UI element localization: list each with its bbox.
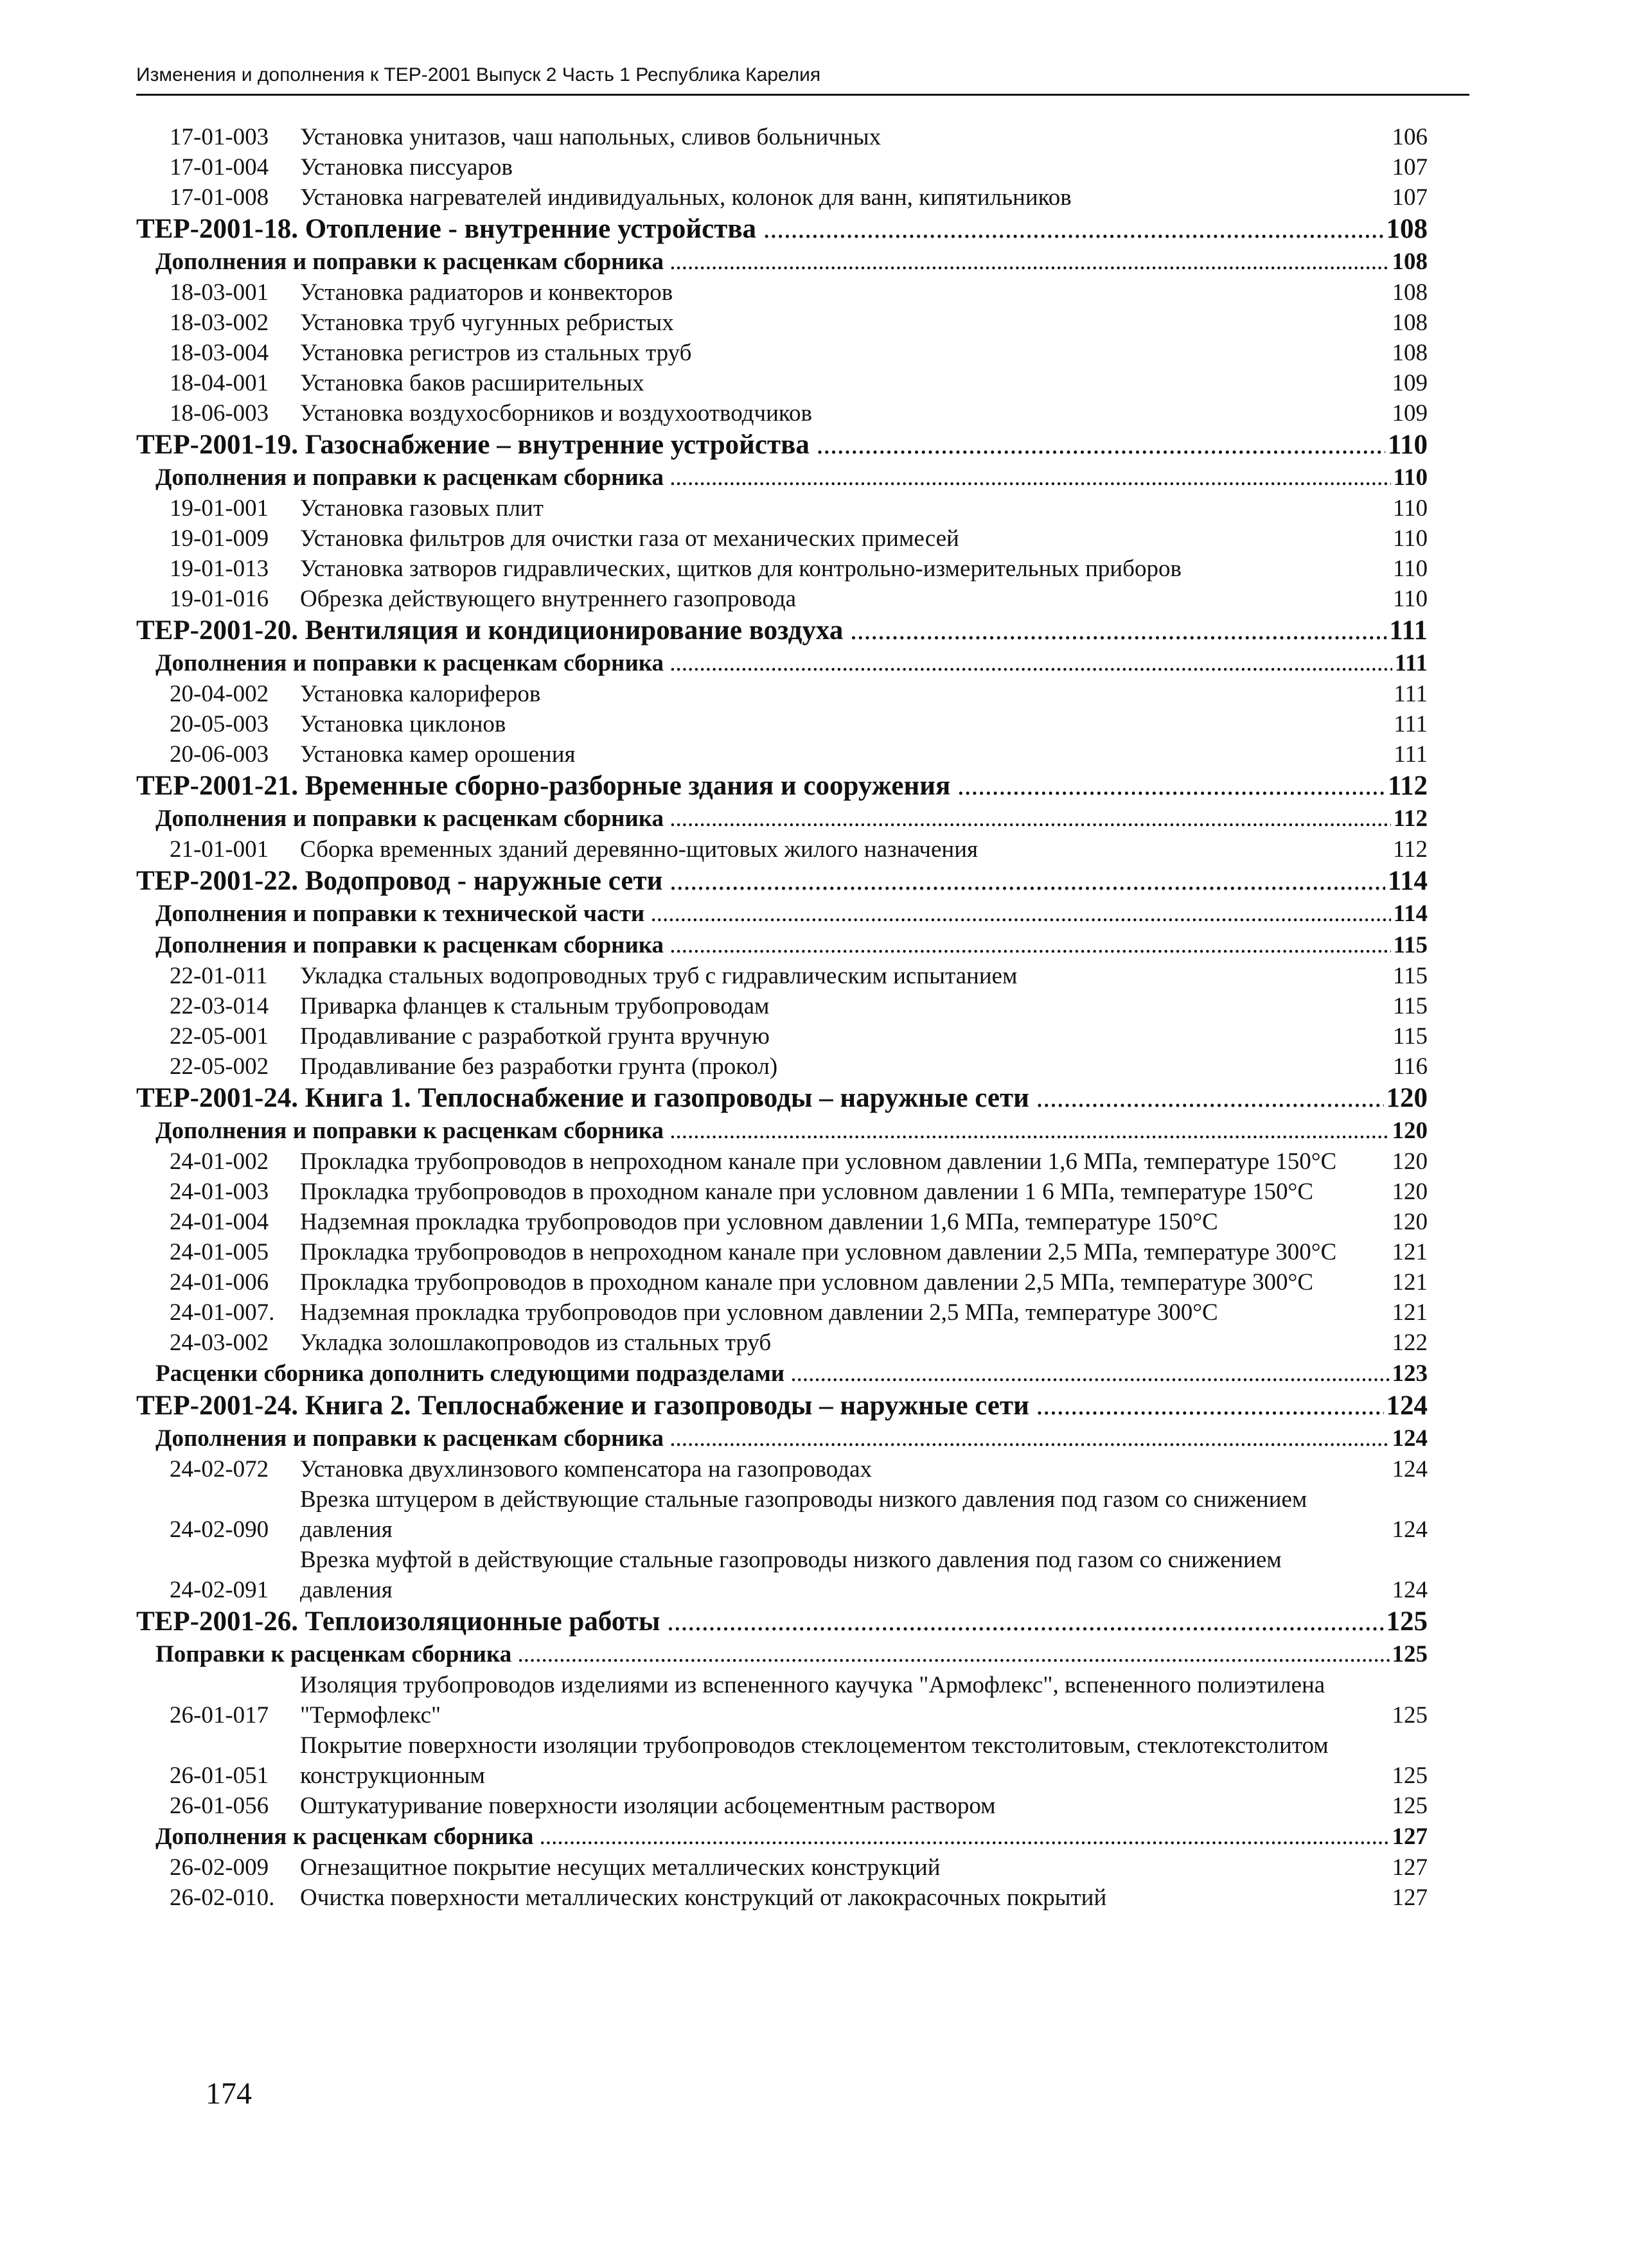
toc-entry-title: Дополнения и поправки к расценкам сборника ..... [155,929,1391,961]
toc-entry-title: Установка нагревателей индивидуальных, колонок для ванн, кипятильников [300,184,1072,211]
toc-entry-title: ТЕР-2001-21. Временные сборно-разборные здания и сооружения ..... [136,769,1385,803]
toc-entry-title: Установка баков расширительных [300,370,644,396]
toc-entry-title: Продавливание с разработкой грунта вручную [300,1023,770,1050]
toc-item [170,1670,1428,1730]
toc-entry-page: 125 [1390,1639,1428,1670]
toc-entry-page: 108 [1392,279,1428,306]
toc-item [170,338,1428,368]
toc-entry-page: 121 [1392,1269,1428,1296]
toc-entry-title: Дополнения и поправки к технической части ..... [155,898,1391,929]
toc-entry-page: 123 [1390,1358,1428,1389]
toc-entry-title: Надземная прокладка трубопроводов при условном давлении 2,5 МПа, температуре 300°С [300,1299,1218,1326]
toc-item [170,1883,1428,1913]
toc-entry-title: Дополнения и поправки к расценкам сборника ..... [155,462,1391,493]
toc-entry-page: 125 [1392,1793,1428,1819]
toc-entry-page: 110 [1392,525,1428,552]
toc-section [136,428,1428,462]
toc-entry-title: Надземная прокладка трубопроводов при условном давлении 1,6 МПа, температуре 150°С [300,1209,1218,1235]
toc-item-code: 17-01-003 [170,124,269,150]
toc-entry-page: 116 [1392,1053,1428,1080]
toc-entry-title: Продавливание без разработки грунта (прокол) [300,1053,778,1080]
toc-entry-title: Установка двухлинзового компенсатора на газопроводах [300,1456,872,1482]
toc-item [170,152,1428,182]
toc-entry-page: 124 [1392,1516,1428,1543]
toc-entry-page: 107 [1392,154,1428,180]
toc-entry-title: Дополнения и поправки к расценкам сборника ..... [155,1115,1390,1147]
toc-entry-page: 110 [1385,428,1428,462]
toc-section [136,1082,1428,1115]
toc-item-code: 24-01-006 [170,1269,269,1296]
toc-item [170,1177,1428,1207]
toc-item-code: 19-01-016 [170,586,269,612]
toc-entry-title: Обрезка действующего внутреннего газопровода [300,586,797,612]
toc-entry-page: 125 [1392,1763,1428,1789]
toc-entry-page: 109 [1392,370,1428,396]
toc-item-code: 26-02-010. [170,1885,275,1911]
toc-entry-title: Установка писсуаров [300,154,513,180]
toc-item-code: 18-03-004 [170,340,269,366]
toc-entry-title: Установка затворов гидравлических, щитков для контрольно-измерительных приборов [300,556,1182,582]
toc-item-code: 22-05-001 [170,1023,269,1050]
toc-item [170,739,1428,769]
toc-item-code: 17-01-008 [170,184,269,211]
toc-entry-title: Врезка муфтой в действующие стальные газопроводы низкого давления под газом со снижением давления [300,1547,1282,1603]
toc-item [170,1852,1428,1883]
toc-item [170,1545,1428,1605]
toc-entry-page: 115 [1392,993,1428,1019]
toc-entry-title: Очистка поверхности металлических конструкций от лакокрасочных покрытий [300,1885,1107,1911]
toc-entry-title: Поправки к расценкам сборника ..... [155,1639,1390,1670]
toc-section [136,865,1428,898]
toc-entry-title: ТЕР-2001-24. Книга 1. Теплоснабжение и газопроводы – наружные сети ..... [136,1082,1384,1115]
toc-entry-page: 107 [1392,184,1428,211]
toc-entry-title: Дополнения и поправки к расценкам сборника ..... [155,246,1390,277]
toc-entry-title: Установка труб чугунных ребристых [300,310,674,336]
toc-item [170,398,1428,428]
toc-entry-page: 114 [1385,865,1428,898]
toc-entry-page: 124 [1392,1577,1428,1603]
toc-entry-title: Установка унитазов, чаш напольных, сливов больничных [300,124,881,150]
toc-item [170,1147,1428,1177]
toc-item-code: 24-01-005 [170,1239,269,1265]
toc-entry-title: ТЕР-2001-18. Отопление - внутренние устройства ..... [136,213,1384,246]
toc-entry-page: 120 [1392,1148,1428,1175]
toc-entry-title: Изоляция трубопроводов изделиями из вспененного каучука "Армофлекс", вспененного полиэтилена "Термофлекс" [300,1672,1325,1728]
toc-entry-page: 111 [1394,681,1428,707]
toc-entry-page: 110 [1392,556,1428,582]
toc-entry-page: 125 [1384,1605,1428,1639]
toc-subsection [155,1639,1428,1670]
toc-entry-page: 127 [1390,1821,1428,1852]
toc-item [170,1051,1428,1082]
toc-entry-page: 108 [1392,310,1428,336]
toc-item [170,1730,1428,1791]
header-rule [136,94,1469,96]
toc-item [170,709,1428,739]
toc-entry-page: 108 [1392,340,1428,366]
toc-item [170,122,1428,152]
toc-item [170,1297,1428,1328]
toc-subsection [155,1115,1428,1147]
toc-entry-title: Установка радиаторов и конвекторов [300,279,673,306]
toc-item-code: 24-01-003 [170,1179,269,1205]
toc-subsection [155,647,1428,679]
toc-entry-page: 110 [1392,586,1428,612]
toc-entry-page: 120 [1392,1179,1428,1205]
toc-item-code: 22-03-014 [170,993,269,1019]
toc-item [170,961,1428,991]
toc-section [136,213,1428,246]
toc-item-code: 24-02-091 [170,1577,269,1603]
toc-entry-page: 125 [1392,1702,1428,1728]
toc-item-code: 26-01-051 [170,1763,269,1789]
toc-entry-title: Дополнения и поправки к расценкам сборника ..... [155,803,1391,834]
toc-entry-title: Установка камер орошения [300,741,576,768]
toc-section [136,769,1428,803]
toc-section [136,1389,1428,1423]
toc-entry-title: Установка фильтров для очистки газа от механических примесей [300,525,959,552]
toc-entry-page: 115 [1392,1023,1428,1050]
toc-entry-page: 120 [1392,1209,1428,1235]
toc-entry-title: ТЕР-2001-24. Книга 2. Теплоснабжение и газопроводы – наружные сети ..... [136,1389,1384,1423]
toc-entry-title: Сборка временных зданий деревянно-щитовых жилого назначения [300,836,979,863]
toc-entry-page: 127 [1392,1885,1428,1911]
toc-item-code: 24-01-004 [170,1209,269,1235]
toc-item-code: 26-02-009 [170,1854,269,1881]
toc-entry-page: 108 [1390,246,1428,277]
toc-entry-title: Покрытие поверхности изоляции трубопроводов стеклоцементом текстолитовым, стеклотекстолитом конструкционным [300,1732,1329,1789]
toc-item-code: 26-01-056 [170,1793,269,1819]
toc-item [170,1021,1428,1051]
toc-item [170,368,1428,398]
toc-subsection [155,929,1428,961]
toc-subsection [155,1423,1428,1454]
toc-item-code: 24-02-072 [170,1456,269,1482]
toc-entry-title: ТЕР-2001-19. Газоснабжение – внутренние устройства ..... [136,428,1385,462]
toc-item-code: 18-03-001 [170,279,269,306]
toc-entry-title: Дополнения и поправки к расценкам сборника ..... [155,1423,1390,1454]
toc-item [170,584,1428,614]
toc-entry-title: Расценки сборника дополнить следующими подразделами ..... [155,1358,1390,1389]
toc-item-code: 24-01-002 [170,1148,269,1175]
toc-subsection [155,1358,1428,1389]
toc-entry-page: 112 [1385,769,1428,803]
toc-subsection [155,898,1428,929]
toc-entry-title: Прокладка трубопроводов в непроходном канале при условном давлении 1,6 МПа, температуре 150°С [300,1148,1337,1175]
toc-entry-page: 124 [1384,1389,1428,1423]
toc-entry-page: 124 [1390,1423,1428,1454]
toc-entry-title: Дополнения к расценкам сборника ..... [155,1821,1390,1852]
toc-entry-page: 111 [1394,711,1428,737]
toc-item-code: 22-05-002 [170,1053,269,1080]
toc-entry-title: Прокладка трубопроводов в проходном канале при условном давлении 1 6 МПа, температуре 150°С [300,1179,1313,1205]
toc-entry-page: 111 [1386,614,1428,647]
toc-entry-page: 109 [1392,400,1428,426]
toc-entry-title: ТЕР-2001-20. Вентиляция и кондиционирование воздуха ..... [136,614,1386,647]
toc-item-code: 19-01-009 [170,525,269,552]
toc-item [170,1328,1428,1358]
toc-entry-page: 111 [1394,741,1428,768]
toc-item-code: 24-02-090 [170,1516,269,1543]
toc-entry-title: Прокладка трубопроводов в проходном канале при условном давлении 2,5 МПа, температуре 300°С [300,1269,1313,1296]
toc-item [170,1791,1428,1821]
toc-entry-page: 120 [1390,1115,1428,1147]
toc-item-code: 24-03-002 [170,1330,269,1356]
toc-item [170,523,1428,554]
toc-item [170,182,1428,213]
toc-entry-title: Огнезащитное покрытие несущих металлических конструкций [300,1854,941,1881]
toc-section [136,1605,1428,1639]
toc-entry-title: Установка регистров из стальных труб [300,340,692,366]
toc-entry-title: ТЕР-2001-26. Теплоизоляционные работы ..... [136,1605,1384,1639]
toc-item [170,834,1428,865]
toc-item-code: 19-01-001 [170,495,269,522]
toc-item [170,1454,1428,1484]
toc-item-code: 24-01-007. [170,1299,275,1326]
toc-item [170,277,1428,308]
toc-entry-title: Дополнения и поправки к расценкам сборника ..... [155,647,1392,679]
toc-entry-title: Врезка штуцером в действующие стальные газопроводы низкого давления под газом со снижением давления [300,1486,1307,1543]
toc-item [170,679,1428,709]
toc-entry-page: 111 [1392,647,1428,679]
running-header: Изменения и дополнения к ТЕР-2001 Выпуск 2 Часть 1 Республика Карелия [136,64,821,85]
toc-entry-title: Установка калориферов [300,681,541,707]
toc-section [136,614,1428,647]
toc-entry-page: 120 [1384,1082,1428,1115]
toc-entry-title: Укладка стальных водопроводных труб с гидравлическим испытанием [300,963,1018,989]
toc-item-code: 19-01-013 [170,556,269,582]
toc-entry-page: 115 [1392,963,1428,989]
toc-entry-title: Прокладка трубопроводов в непроходном канале при условном давлении 2,5 МПа, температуре 300°С [300,1239,1337,1265]
table-of-contents [136,122,1428,1913]
toc-item [170,493,1428,523]
toc-item [170,1484,1428,1545]
toc-item [170,991,1428,1021]
toc-entry-page: 115 [1391,929,1428,961]
toc-item-code: 22-01-011 [170,963,268,989]
toc-entry-page: 108 [1384,213,1428,246]
toc-entry-page: 110 [1391,462,1428,493]
toc-entry-title: Установка газовых плит [300,495,544,522]
toc-subsection [155,462,1428,493]
toc-entry-page: 121 [1392,1239,1428,1265]
toc-item-code: 18-03-002 [170,310,269,336]
toc-item-code: 21-01-001 [170,836,269,863]
toc-entry-page: 121 [1392,1299,1428,1326]
toc-item [170,1207,1428,1237]
toc-item-code: 17-01-004 [170,154,269,180]
toc-entry-title: Укладка золошлакопроводов из стальных труб [300,1330,772,1356]
toc-subsection [155,1821,1428,1852]
toc-entry-page: 112 [1392,836,1428,863]
toc-entry-page: 106 [1392,124,1428,150]
toc-item-code: 18-04-001 [170,370,269,396]
toc-entry-title: Установка циклонов [300,711,506,737]
toc-item [170,308,1428,338]
toc-entry-title: Установка воздухосборников и воздухоотводчиков [300,400,812,426]
toc-item [170,554,1428,584]
toc-item-code: 18-06-003 [170,400,269,426]
toc-entry-title: ТЕР-2001-22. Водопровод - наружные сети ..... [136,865,1385,898]
toc-entry-page: 112 [1391,803,1428,834]
page-number: 174 [206,2077,252,2111]
toc-entry-page: 114 [1391,898,1428,929]
toc-entry-page: 110 [1392,495,1428,522]
toc-item [170,1267,1428,1297]
toc-item-code: 26-01-017 [170,1702,269,1728]
toc-entry-title: Оштукатуривание поверхности изоляции асбоцементным раствором [300,1793,996,1819]
toc-entry-page: 122 [1392,1330,1428,1356]
toc-item-code: 20-06-003 [170,741,269,768]
toc-item [170,1237,1428,1267]
toc-item-code: 20-04-002 [170,681,269,707]
toc-subsection [155,246,1428,277]
toc-entry-page: 127 [1392,1854,1428,1881]
toc-subsection [155,803,1428,834]
toc-entry-page: 124 [1392,1456,1428,1482]
toc-entry-title: Приварка фланцев к стальным трубопроводам [300,993,770,1019]
toc-item-code: 20-05-003 [170,711,269,737]
